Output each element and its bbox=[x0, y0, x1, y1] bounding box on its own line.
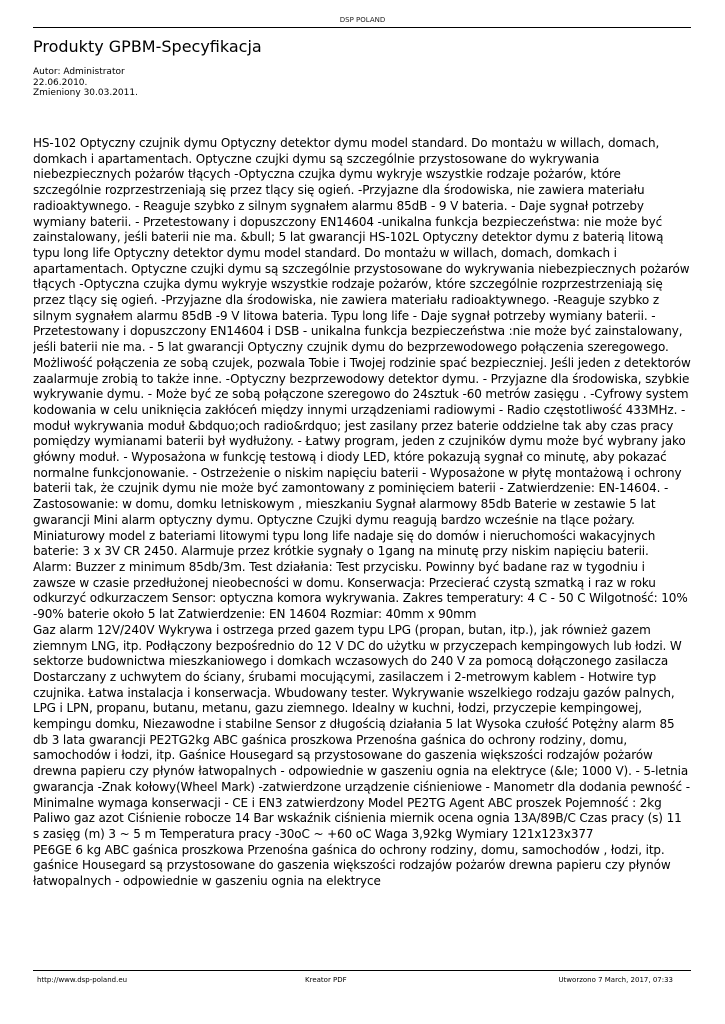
header-divider bbox=[33, 27, 691, 28]
footer-url-link[interactable]: http://www.dsp-poland.eu bbox=[37, 976, 128, 984]
footer-created-date: Utworzono 7 March, 2017, 07:33 bbox=[558, 976, 673, 984]
modified-date: Zmieniony 30.03.2011. bbox=[33, 88, 138, 98]
page-title: Produkty GPBM-Specyfikacja bbox=[33, 37, 262, 56]
footer-generator: Kreator PDF bbox=[305, 976, 347, 984]
article-body: HS-102 Optyczny czujnik dymu Optyczny detektor dymu model standard. Do montażu w willach, domach, domkach i apartamentach. Optyczne czujki dymu są szczególnie przystosowane do wykrywania niebezpiecznych pożarów tłących -Optyczna czujka dymu wykryje wszystkie rodzaje pożarów, które szczególnie rozprzestrzeniają się przez tlący się ogień. -Przyjazne dla środowiska, nie zawiera materiału radioaktywnego. - Reaguje szybko z silnym sygnałem alarmu 85dB - 9 V bateria. - Daje sygnał potrzeby wymiany baterii. - Przetestowany i dopuszczony EN14604 -unikalna funkcja bezpieczeństwa: nie może być zainstalowany, jeśli baterii nie ma. &bull; 5 lat gwarancji HS-102L Optyczny detektor dymu z baterią litową typu long life Optyczny detektor dymu model standard. Do montażu w willach, domach, domkach i apartamentach. Optyczne czujki dymu są szczególnie przystosowane do wykrywania niebezpiecznych pożarów tłących -Optyczna czujka dymu wykryje wszystkie rodzaje pożarów, które szczególnie rozprzestrzeniają się przez tlący się ogień. -Przyjazne dla środowiska, nie zawiera materiału radioaktywnego. -Reaguje szybko z silnym sygnałem alarmu 85dB -9 V litowa bateria. Typu long life - Daje sygnał potrzeby wymiany baterii. - Przetestowany i dopuszczony EN14604 i DSB - unikalna funkcja bezpieczeństwa :nie może być zainstalowany, jeśli baterii nie ma. - 5 lat gwarancji Optyczny czujnik dymu do bezprzewodowego połączenia szeregowego. Możliwość połączenia ze sobą czujek, pozwala Tobie i Twojej rodzinie spać bezpieczniej. Jeśli jeden z detektorów zaalarmuje zrobią to także inne. -Optyczny bezprzewodowy detektor dymu. - Przyjazne dla środowiska, szybkie wykrywanie dymu. - Może być ze sobą połączone szeregowo do 24sztuk -60 metrów zasięgu . -Cyfrowy system kodowania w celu uniknięcia zakłóceń między innymi urządzeniami radiowymi - Radio częstotliwość 433MHz. - moduł wykrywania moduł &bdquo;och radio&rdquo; jest zasilany przez baterie oddzielne tak aby czas pracy pomiędzy wymianami baterii był wydłużony. - Łatwy program, jeden z czujników dymu może być wybrany jako główny moduł. - Wyposażona w funkcję testową i diody LED, które pokazują sygnał co minutę, aby pokazać normalne funkcjonowanie. - Ostrzeżenie o niskim napięciu baterii - Wyposażone w płytę montażową i ochrony baterii tak, że czujnik dymu nie może być zamontowany z pominięciem baterii - Zatwierdzenie: EN-14604. - Zastosowanie: w domu, domku letniskowym , mieszkaniu Sygnał alarmowy 85db Baterie w zestawie 5 lat gwarancji Mini alarm optyczny dymu. Optyczne Czujki dymu reagują bardzo wcześnie na tlące pożary. Miniaturowy model z bateriami litowymi typu long life nadaje się do domów i nieruchomości wakacyjnych baterie: 3 x 3V CR 2450. Alarmuje przez krótkie sygnały o 1gang na minutę przy niskim napięciu baterii. Alarm: Buzzer z minimum 85db/3m. Test działania: Test przycisku. Powinny być badane raz w tygodniu i zawsze w czasie przedłużonej nieobecności w domu. Konserwacja: Przecierać czystą szmatką i raz w roku odkurzyć odkurzaczem Sensor: optyczna komora wykrywania. Zakres temperatury: 4 C - 50 C Wilgotność: 10% -90% baterie około 5 lat Zatwierdzenie: EN 14604 Rozmiar: 40mm x 90mm Gaz alarm 12V/240V Wykrywa i ostrzega przed gazem typu LPG (propan, butan, itp.), jak również gazem ziemnym LNG, itp. Podłączony bezpośrednio do 12 V DC do użytku w przyczepach kempingowych lub łodzi. W sektorze budownictwa mieszkaniowego i domkach wczasowych do 240 V za pomocą dołączonego zasilacza Dostarczany z uchwytem do ściany, śrubami mocującymi, zasilaczem i 2-metrowym kablem - Hotwire typ czujnika. Łatwa instalacja i konserwacja. Wbudowany tester. Wykrywanie wszelkiego rodzaju gazów palnych, LPG i LPN, propanu, butanu, metanu, gazu ziemnego. Idealny w kuchni, łodzi, przyczepie kempingowej, kempingu domku, Niezawodne i stabilne Sensor z długością działania 5 lat Wysoka czułość Potężny alarm 85 db 3 lata gwarancji PE2TG2kg ABC gaśnica proszkowa Przenośna gaśnica do ochrony rodziny, domu, samochodów i łodzi, itp. Gaśnice Housegard są przystosowane do gaszenia większości rodzajów pożarów drewna papieru czy płynów łatwopalnych - odpowiednie w gaszeniu ognia na elektryce (&le; 1000 V). - 5-letnia gwarancja -Znak kołowy(Wheel Mark) -zatwierdzone urządzenie ciśnieniowe - Manometr dla dodania pewność - Minimalne wymaga konserwacji - CE i EN3 zatwierdzony Model PE2TG Agent ABC proszek Pojemność : 2kg Paliwo gaz azot Ciśnienie robocze 14 Bar wskaźnik ciśnienia miernik ocena ognia 13A/89B/C Czas pracy (s) 11 s zasięg (m) 3 ~ 5 m Temperatura pracy -30oC ~ +60 oC Waga 3,92kg Wymiary 121x123x377 PE6GE 6 kg ABC gaśnica proszkowa Przenośna gaśnica do ochrony rodziny, domu, samochodów , łodzi, itp. gaśnice Housegard są przystosowane do gaszenia większości rodzajów pożarów drewna papieru czy płynów łatwopalnych - odpowiednie w gaszeniu ognia na elektryce bbox=[33, 136, 691, 889]
created-date: 22.06.2010. bbox=[33, 77, 88, 88]
site-header: DSP POLAND bbox=[339, 16, 386, 24]
page-footer bbox=[33, 976, 691, 986]
author-line: Autor: Administrator bbox=[33, 67, 125, 77]
footer-divider bbox=[33, 970, 691, 971]
article-meta bbox=[33, 67, 138, 99]
